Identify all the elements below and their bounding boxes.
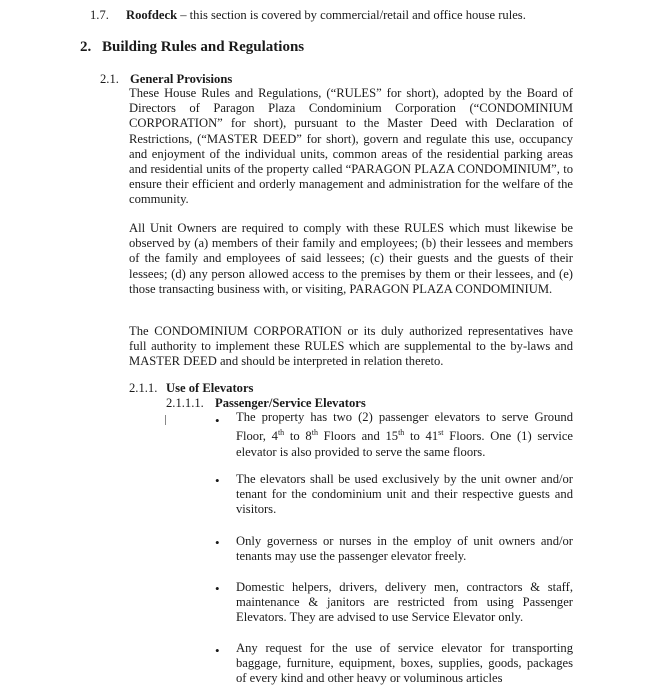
general-paragraph-1: These House Rules and Regulations, (“RULES” for short), adopted by the Board of Directors of Paragon Plaza Condominium Corporation (“CONDOMINIUM CORPORATION” for short), pursuant to the Master Deed with Declaration of Restrictions, (“MASTER DEED” for short), govern and regulate this use, occupancy and enjoyment of the individual units, common areas of the residential parking areas and residential units of the property called “PARAGON PLAZA CONDOMINIUM”, to ensure their efficient and orderly management and administration for the welfare of the community. [129,86,573,207]
use-of-elevators-title: Use of Elevators [166,381,254,395]
section-2-title: Building Rules and Regulations [102,39,305,55]
general-provisions-title: General Provisions [130,72,233,86]
bullet-4-marker: • [215,581,220,596]
passenger-elevators-number: 2.1.1.1. [166,396,204,410]
bullet-1-text: The property has two (2) passenger elevators to serve Ground Floor, 4th to 8th Floors and 15th to 41st Floors. One (1) service elevator is also provided to serve the same floors. [236,410,574,459]
general-paragraph-2: All Unit Owners are required to comply with these RULES which must likewise be observed by (a) members of their family and employees; (b) their lessees and members of the family and employees of said lessees; (c) their guests and the guests of their lessees; (d) any person allowed access to the premises by them or their lessees, and (e) those transacting business with, or visiting, PARAGON PLAZA CONDOMINIUM. [129,221,573,296]
section-2-number: 2. [80,39,92,55]
bullet-2-marker: • [215,473,220,488]
bullet-5-marker: • [215,643,220,658]
item-1-7-title: Roofdeck [126,8,178,22]
use-of-elevators-heading [129,381,253,396]
item-1-7 [90,8,526,23]
bullet-3-text: Only governess or nurses in the employ of unit owners and/or tenants may use the passenger elevator freely. [236,534,573,564]
passenger-elevators-heading [166,396,366,411]
bullet-5-text: Any request for the use of service elevator for transporting baggage, furniture, equipment, boxes, supplies, goods, packages of every kind and other heavy or voluminous articles [236,641,573,686]
bullet-1-marker: • [215,413,220,428]
bullet-4-text: Domestic helpers, drivers, delivery men, contractors & staff, maintenance & janitors are restricted from using Passenger Elevators. They are advised to use Service Elevator only. [236,580,573,625]
use-of-elevators-number: 2.1.1. [129,381,158,395]
general-paragraph-3: The CONDOMINIUM CORPORATION or its duly authorized representatives have full authority to implement these RULES which are supplemental to the by-laws and MASTER DEED and should be interpreted in relation thereto. [129,324,573,369]
bullet-3-marker: • [215,535,220,550]
passenger-elevators-title: Passenger/Service Elevators [215,396,366,410]
item-1-7-number: 1.7. [90,8,109,22]
section-2-heading [80,39,304,56]
scan-mark [165,415,166,425]
general-provisions-number: 2.1. [100,72,119,86]
item-1-7-text: – this section is covered by commercial/retail and office house rules. [177,8,526,22]
bullet-2-text: The elevators shall be used exclusively by the unit owner and/or tenant for the condominium unit and their respective guests and visitors. [236,472,573,517]
general-provisions-heading [100,72,232,87]
